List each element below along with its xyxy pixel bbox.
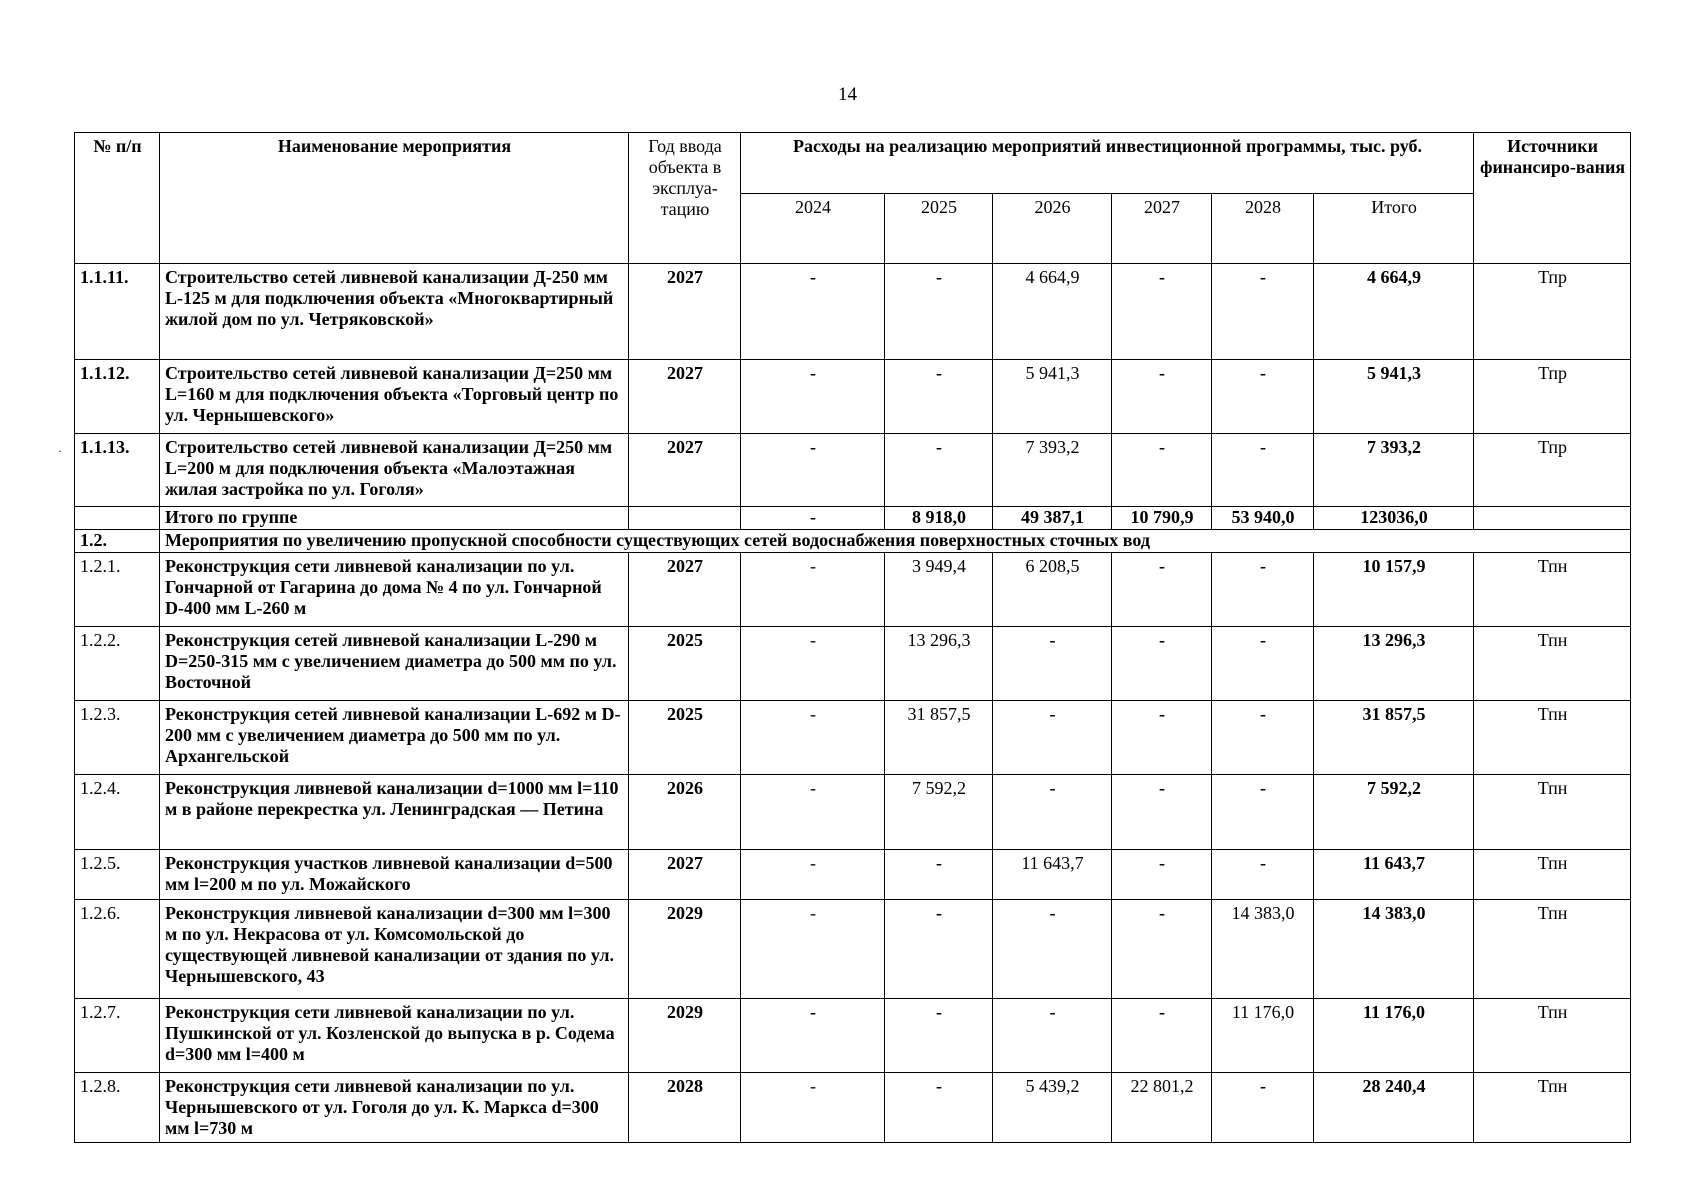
row-2028: - (1212, 434, 1314, 507)
row-num: 1.2.6. (75, 900, 160, 999)
row-2028: - (1212, 701, 1314, 775)
header-total: Итого (1314, 194, 1474, 264)
row-total: 13 296,3 (1314, 627, 1474, 701)
row-name: Реконструкция сетей ливневой канализации L-692 м D-200 мм с увеличением диаметра до 500 мм по ул. Архангельской (160, 701, 629, 775)
row-2027: - (1112, 775, 1212, 850)
row-year: 2027 (629, 850, 741, 900)
table-row (75, 701, 1631, 775)
header-year: Год ввода объекта в эксплуа-тацию (629, 133, 741, 264)
row-source: Тпн (1474, 850, 1631, 900)
row-2025: 31 857,5 (885, 701, 993, 775)
table-row (75, 627, 1631, 701)
group-total-label: Итого по группе (160, 507, 629, 530)
row-2027: - (1112, 701, 1212, 775)
row-2025: - (885, 360, 993, 434)
header-name: Наименование мероприятия (160, 133, 629, 264)
row-2024: - (741, 360, 885, 434)
row-name: Строительство сетей ливневой канализации Д=250 мм L=200 м для подключения объекта «Малоэтажная жилая застройка по ул. Гоголя» (160, 434, 629, 507)
row-name: Реконструкция сетей ливневой канализации L-290 м D=250-315 мм с увеличением диаметра до 500 мм по ул. Восточной (160, 627, 629, 701)
row-source: Тпн (1474, 1073, 1631, 1143)
row-name: Строительство сетей ливневой канализации Д=250 мм L=160 м для подключения объекта «Торговый центр по ул. Чернышевского» (160, 360, 629, 434)
row-source: Тпр (1474, 434, 1631, 507)
row-2027: - (1112, 999, 1212, 1073)
row-2027: - (1112, 264, 1212, 360)
row-total: 10 157,9 (1314, 553, 1474, 627)
page-number: 14 (838, 84, 857, 105)
row-2028: 14 383,0 (1212, 900, 1314, 999)
header-year-2024: 2024 (741, 194, 885, 264)
row-num: 1.2.8. (75, 1073, 160, 1143)
table-header (75, 133, 1631, 264)
row-num: 1.2.7. (75, 999, 160, 1073)
row-year: 2027 (629, 553, 741, 627)
row-num: 1.1.11. (75, 264, 160, 360)
row-2027: - (1112, 900, 1212, 999)
header-sources: Источники финансиро-вания (1474, 133, 1631, 264)
row-2026: - (993, 900, 1112, 999)
row-2025: - (885, 900, 993, 999)
row-2025: - (885, 264, 993, 360)
group-total-sum: 123036,0 (1314, 507, 1474, 530)
row-num: 1.2.5. (75, 850, 160, 900)
section-num: 1.2. (75, 530, 160, 553)
row-source: Тпн (1474, 775, 1631, 850)
table-row (75, 999, 1631, 1073)
table-row (75, 553, 1631, 627)
row-2026: 5 439,2 (993, 1073, 1112, 1143)
row-2026: - (993, 701, 1112, 775)
row-name: Реконструкция сети ливневой канализации по ул. Гончарной от Гагарина до дома № 4 по ул. Гончарной D-400 мм L-260 м (160, 553, 629, 627)
row-source: Тпр (1474, 360, 1631, 434)
row-2026: - (993, 775, 1112, 850)
row-2025: - (885, 434, 993, 507)
row-2025: - (885, 850, 993, 900)
row-year: 2027 (629, 360, 741, 434)
group-total-2026: 49 387,1 (993, 507, 1112, 530)
row-2028: - (1212, 850, 1314, 900)
row-total: 7 592,2 (1314, 775, 1474, 850)
header-expenses: Расходы на реализацию мероприятий инвестиционной программы, тыс. руб. (741, 133, 1474, 194)
row-2024: - (741, 850, 885, 900)
row-num: 1.1.12. (75, 360, 160, 434)
row-total: 11 643,7 (1314, 850, 1474, 900)
row-name: Реконструкция ливневой канализации d=300 мм l=300 м по ул. Некрасова от ул. Комсомольской до существующей ливневой канализации от здания по ул. Чернышевского, 43 (160, 900, 629, 999)
row-2027: - (1112, 627, 1212, 701)
row-year: 2027 (629, 434, 741, 507)
row-2026: 11 643,7 (993, 850, 1112, 900)
row-total: 11 176,0 (1314, 999, 1474, 1073)
group-total-num (75, 507, 160, 530)
row-year: 2025 (629, 701, 741, 775)
row-year: 2025 (629, 627, 741, 701)
row-name: Реконструкция сети ливневой канализации по ул. Чернышевского от ул. Гоголя до ул. К. Маркса d=300 мм l=730 м (160, 1073, 629, 1143)
row-2024: - (741, 264, 885, 360)
row-num: 1.2.1. (75, 553, 160, 627)
group-total-2027: 10 790,9 (1112, 507, 1212, 530)
row-2025: 7 592,2 (885, 775, 993, 850)
row-total: 31 857,5 (1314, 701, 1474, 775)
row-source: Тпн (1474, 900, 1631, 999)
row-total: 5 941,3 (1314, 360, 1474, 434)
table-row (75, 850, 1631, 900)
row-2026: 6 208,5 (993, 553, 1112, 627)
row-2024: - (741, 627, 885, 701)
section-row (75, 530, 1631, 553)
row-2027: - (1112, 850, 1212, 900)
group-total-2024: - (741, 507, 885, 530)
row-total: 4 664,9 (1314, 264, 1474, 360)
row-year: 2028 (629, 1073, 741, 1143)
row-2026: 7 393,2 (993, 434, 1112, 507)
row-2026: 4 664,9 (993, 264, 1112, 360)
stray-mark: · (58, 444, 62, 458)
row-2028: - (1212, 360, 1314, 434)
row-2028: 11 176,0 (1212, 999, 1314, 1073)
table-row (75, 775, 1631, 850)
row-2028: - (1212, 1073, 1314, 1143)
row-num: 1.2.2. (75, 627, 160, 701)
row-year: 2026 (629, 775, 741, 850)
row-2026: 5 941,3 (993, 360, 1112, 434)
investment-table (74, 132, 1631, 1143)
table-row (75, 434, 1631, 507)
row-2028: - (1212, 627, 1314, 701)
group-total-row (75, 507, 1631, 530)
group-total-2025: 8 918,0 (885, 507, 993, 530)
row-2024: - (741, 999, 885, 1073)
row-total: 28 240,4 (1314, 1073, 1474, 1143)
row-name: Реконструкция ливневой канализации d=1000 мм l=110 м в районе перекрестка ул. Ленинградская — Петина (160, 775, 629, 850)
row-2025: - (885, 1073, 993, 1143)
row-2024: - (741, 434, 885, 507)
row-2025: 3 949,4 (885, 553, 993, 627)
section-title: Мероприятия по увеличению пропускной способности существующих сетей водоснабжения поверхностных сточных вод (160, 530, 1631, 553)
row-2024: - (741, 900, 885, 999)
row-2027: 22 801,2 (1112, 1073, 1212, 1143)
row-2024: - (741, 1073, 885, 1143)
row-name: Строительство сетей ливневой канализации Д-250 мм L-125 м для подключения объекта «Многоквартирный жилой дом по ул. Четряковской» (160, 264, 629, 360)
row-2027: - (1112, 434, 1212, 507)
row-2028: - (1212, 553, 1314, 627)
group-total-year (629, 507, 741, 530)
header-year-2025: 2025 (885, 194, 993, 264)
row-2028: - (1212, 775, 1314, 850)
table-row (75, 360, 1631, 434)
row-source: Тпн (1474, 553, 1631, 627)
row-2024: - (741, 701, 885, 775)
table-row (75, 264, 1631, 360)
table-body (75, 264, 1631, 1143)
row-year: 2029 (629, 999, 741, 1073)
header-year-2028: 2028 (1212, 194, 1314, 264)
row-2027: - (1112, 360, 1212, 434)
row-num: 1.2.4. (75, 775, 160, 850)
row-total: 7 393,2 (1314, 434, 1474, 507)
row-2025: 13 296,3 (885, 627, 993, 701)
group-total-source (1474, 507, 1631, 530)
row-2028: - (1212, 264, 1314, 360)
table-row (75, 900, 1631, 999)
row-year: 2027 (629, 264, 741, 360)
row-2025: - (885, 999, 993, 1073)
table-row (75, 1073, 1631, 1143)
header-year-2026: 2026 (993, 194, 1112, 264)
row-2024: - (741, 775, 885, 850)
row-source: Тпн (1474, 701, 1631, 775)
header-year-2027: 2027 (1112, 194, 1212, 264)
row-source: Тпр (1474, 264, 1631, 360)
row-2026: - (993, 999, 1112, 1073)
row-year: 2029 (629, 900, 741, 999)
row-name: Реконструкция сети ливневой канализации по ул. Пушкинской от ул. Козленской до выпуска в р. Содема d=300 мм l=400 м (160, 999, 629, 1073)
row-num: 1.2.3. (75, 701, 160, 775)
row-2026: - (993, 627, 1112, 701)
row-total: 14 383,0 (1314, 900, 1474, 999)
row-num: 1.1.13. (75, 434, 160, 507)
group-total-2028: 53 940,0 (1212, 507, 1314, 530)
row-source: Тпн (1474, 627, 1631, 701)
header-num: № п/п (75, 133, 160, 264)
row-source: Тпн (1474, 999, 1631, 1073)
row-2024: - (741, 553, 885, 627)
row-2027: - (1112, 553, 1212, 627)
row-name: Реконструкция участков ливневой канализации d=500 мм l=200 м по ул. Можайского (160, 850, 629, 900)
